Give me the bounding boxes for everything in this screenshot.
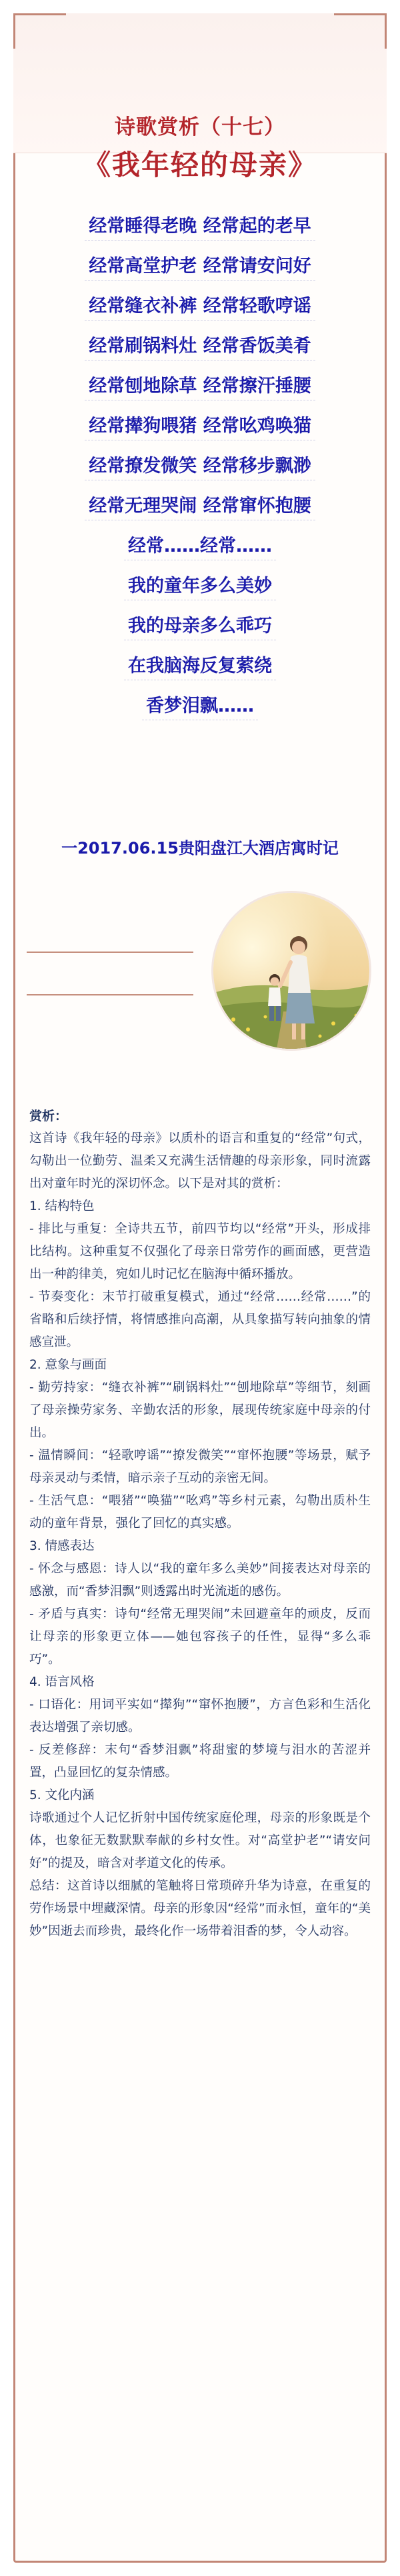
poem-line — [0, 693, 400, 733]
frame-corner-left — [13, 13, 66, 49]
poem-line-text: 我的童年多么美妙 — [124, 573, 276, 600]
series-subtitle: 诗歌赏析（十七） — [115, 115, 285, 139]
poem-line-text: 香梦泪飘…… — [142, 693, 258, 720]
poem-line — [0, 293, 400, 333]
poem-line — [0, 333, 400, 373]
poem-line — [0, 253, 400, 293]
poem-line-text: 经常缝衣补裤 经常轻歌哼谣 — [85, 293, 315, 321]
mother-child-portrait — [213, 893, 369, 1049]
poem-line — [0, 533, 400, 573]
poem-line — [0, 613, 400, 653]
divider-line-top — [27, 952, 193, 953]
analysis-item: - 勤劳持家：“缝衣补裤”“刷锅料灶”“刨地除草”等细节，刻画了母亲操劳家务、辛勤农活的形象，展现传统家庭中母亲的付出。 — [29, 1381, 371, 1440]
analysis-section — [29, 1105, 371, 1943]
poem-line — [0, 213, 400, 253]
poem-line-text: 经常无理哭闹 经常窜怀抱腰 — [85, 493, 315, 520]
analysis-item: - 怀念与感恩：诗人以“我的童年多么美妙”间接表达对母亲的感激，而“香梦泪飘”则透露出时光流逝的感伤。 — [29, 1562, 371, 1599]
poem-line-text: 我的母亲多么乖巧 — [124, 613, 276, 640]
portrait-illustration — [213, 893, 369, 1049]
analysis-intro: 这首诗《我年轻的母亲》以质朴的语言和重复的“经常”句式，勾勒出一位勤劳、温柔又充满生活情趣的母亲形象，同时流露出对童年时光的深切怀念。以下是对其的赏析： — [29, 1131, 371, 1191]
poem-line-text: 经常撩发微笑 经常移步飘渺 — [85, 453, 315, 480]
analysis-item: - 排比与重复：全诗共五节，前四节均以“经常”开头，形成排比结构。这种重复不仅强化了母亲日常劳作的画面感，更营造出一种韵律美，宛如儿时记忆在脑海中循环播放。 — [29, 1222, 371, 1281]
analysis-item: 诗歌通过个人记忆折射中国传统家庭伦理，母亲的形象既是个体，也象征无数默默奉献的乡村女性。对“高堂护老”“请安问好”的提及，暗含对孝道文化的传承。 — [29, 1811, 371, 1870]
divider-line-bottom — [27, 994, 193, 995]
poem-line-text: 经常刨地除草 经常擦汗捶腰 — [85, 373, 315, 400]
poem-line — [0, 373, 400, 413]
analysis-item: - 反差修辞：末句“香梦泪飘”将甜蜜的梦境与泪水的苦涩并置，凸显回忆的复杂情感。 — [29, 1743, 371, 1780]
section-title-language: 4. 语言风格 — [29, 1675, 95, 1689]
section-title-structure: 1. 结构特色 — [29, 1199, 95, 1213]
analysis-item: - 矛盾与真实：诗句“经常无理哭闹”未回避童年的顽皮，反而让母亲的形象更立体——她包容孩子的任性，显得“多么乖巧”。 — [29, 1607, 371, 1666]
analysis-heading: 赏析： — [29, 1109, 68, 1123]
section-title-imagery: 2. 意象与画面 — [29, 1358, 107, 1372]
poem-line-text: 经常撵狗喂猪 经常吆鸡唤猫 — [85, 413, 315, 440]
analysis-item: - 温情瞬间：“轻歌哼谣”“撩发微笑”“窜怀抱腰”等场景，赋予母亲灵动与柔情，暗示亲子互动的亲密无间。 — [29, 1449, 371, 1485]
poem-line-text: 经常睡得老晚 经常起的老早 — [85, 213, 315, 241]
analysis-item: - 生活气息：“喂猪”“唤猫”“吆鸡”等乡村元素，勾勒出质朴生动的童年背景，强化了回忆的真实感。 — [29, 1494, 371, 1531]
poem-line-text: 经常……经常…… — [124, 533, 276, 560]
section-title-culture: 5. 文化内涵 — [29, 1788, 95, 1802]
section-title-emotion: 3. 情感表达 — [29, 1539, 95, 1553]
analysis-item: - 口语化：用词平实如“撵狗”“窜怀抱腰”，方言色彩和生活化表达增强了亲切感。 — [29, 1698, 371, 1734]
poem-line — [0, 453, 400, 493]
poem-line-text: 经常高堂护老 经常请安问好 — [85, 253, 315, 281]
poem-signature: 一2017.06.15贵阳盘江大酒店寓时记 — [61, 839, 339, 858]
frame-corner-right — [334, 13, 387, 49]
poem-title: 《我年轻的母亲》 — [82, 149, 317, 181]
analysis-item: - 节奏变化：末节打破重复模式，通过“经常……经常……”的省略和后续抒情，将情感推向高潮，从具象描写转向抽象的情感宣泄。 — [29, 1290, 371, 1349]
poem-body — [0, 213, 400, 733]
poem-line — [0, 653, 400, 693]
analysis-summary: 总结：这首诗以细腻的笔触将日常琐碎升华为诗意，在重复的劳作场景中埋藏深情。母亲的形象因“经常”而永恒，童年的“美妙”因逝去而珍贵，最终化作一场带着泪香的梦，令人动容。 — [29, 1879, 371, 1938]
poem-line-text: 在我脑海反复萦绕 — [124, 653, 276, 680]
poem-line — [0, 493, 400, 533]
poem-line — [0, 573, 400, 613]
poem-line — [0, 413, 400, 453]
poem-line-text: 经常刷锅料灶 经常香饭美肴 — [85, 333, 315, 360]
